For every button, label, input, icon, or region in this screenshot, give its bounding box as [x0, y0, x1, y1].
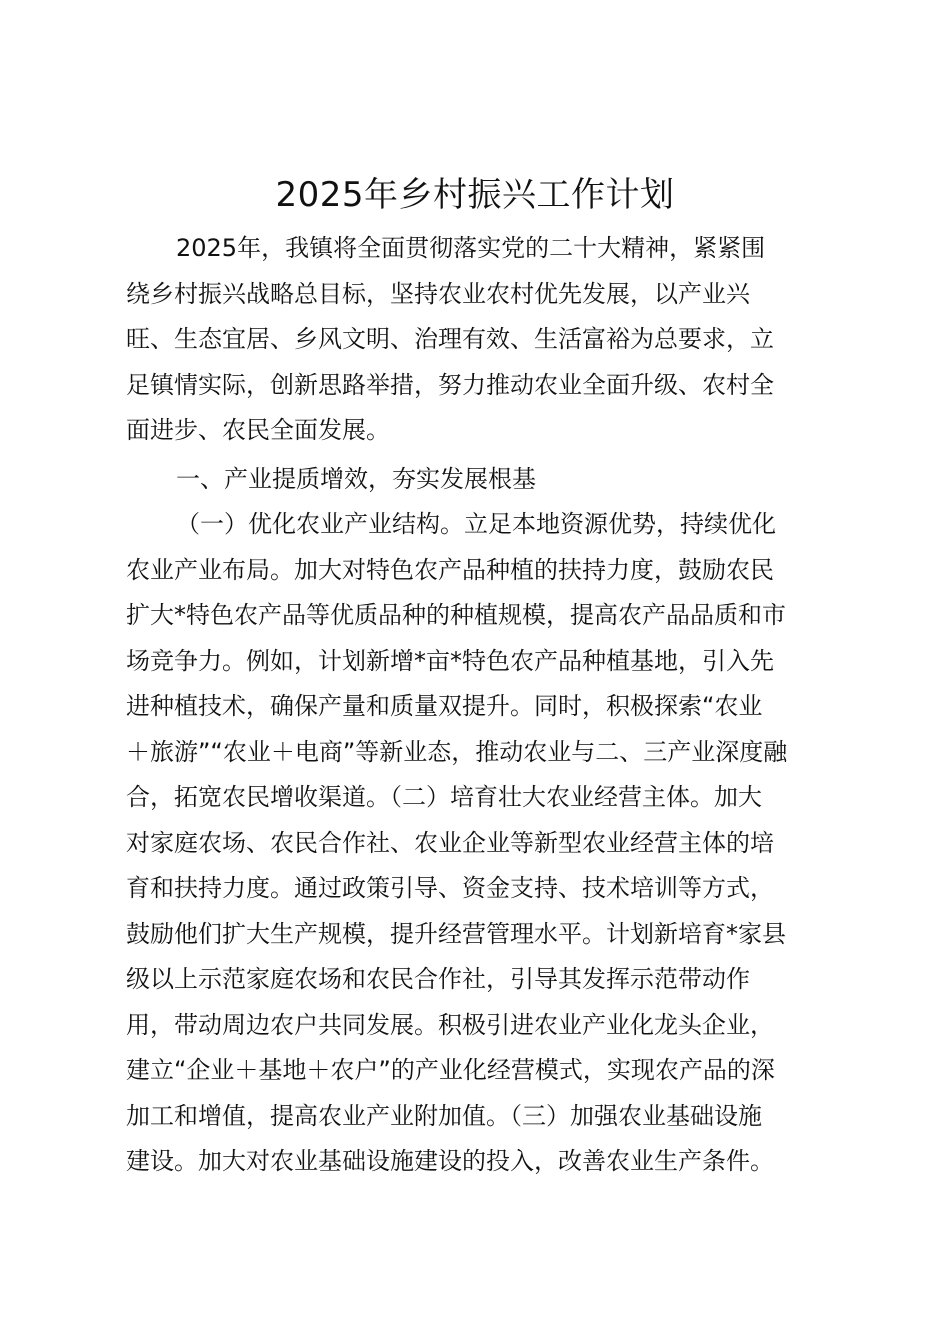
section-heading: 一、产业提质增效，夯实发展根基: [176, 464, 536, 493]
intro-paragraph: [126, 226, 832, 454]
paragraph-line: 加工和增值，提高农业产业附加值。（三）加强农业基础设施: [126, 1101, 762, 1130]
paragraph-line: 2025年，我镇将全面贯彻落实党的二十大精神，紧紧围: [176, 234, 766, 262]
paragraph-line: 进种植技术，确保产量和质量双提升。同时，积极探索“农业: [126, 692, 763, 720]
paragraph-line: 育和扶持力度。通过政策引导、资金支持、技术培训等方式，: [126, 874, 774, 902]
document-body: [126, 226, 832, 1185]
paragraph-line: 旺、生态宜居、乡风文明、治理有效、生活富裕为总要求，立: [126, 325, 774, 353]
paragraph-line: 农业产业布局。加大对特色农产品种植的扶持力度，鼓励农民: [126, 555, 774, 584]
paragraph-line: 对家庭农场、农民合作社、农业企业等新型农业经营主体的培: [126, 828, 774, 857]
paragraph-line: 面进步、农民全面发展。: [126, 416, 390, 444]
section-paragraph: [126, 502, 832, 1185]
paragraph-line: （一）优化农业产业结构。立足本地资源优势，持续优化: [176, 510, 776, 538]
paragraph-line: 绕乡村振兴战略总目标，坚持农业农村优先发展，以产业兴: [126, 279, 750, 308]
paragraph-line: 鼓励他们扩大生产规模，提升经营管理水平。计划新培育*家县: [126, 919, 786, 948]
paragraph-line: 建设。加大对农业基础设施建设的投入，改善农业生产条件。: [126, 1147, 774, 1175]
paragraph-line: ＋旅游”“农业＋电商”等新业态，推动农业与二、三产业深度融: [126, 737, 788, 766]
paragraph-line: 用，带动周边农户共同发展。积极引进农业产业化龙头企业，: [126, 1010, 774, 1039]
paragraph-line: 级以上示范家庭农场和农民合作社，引导其发挥示范带动作: [126, 965, 750, 993]
paragraph-line: 足镇情实际，创新思路举措，努力推动农业全面升级、农村全: [126, 370, 774, 399]
paragraph-line: 建立“企业＋基地＋农户”的产业化经营模式，实现农产品的深: [126, 1056, 775, 1084]
paragraph-line: 扩大*特色农产品等优质品种的种植规模，提高农产品品质和市: [126, 601, 786, 629]
paragraph-line: 场竞争力。例如，计划新增*亩*特色农产品种植基地，引入先: [126, 646, 774, 675]
document-title: 2025年乡村振兴工作计划: [275, 175, 675, 215]
paragraph-line: 合，拓宽农民增收渠道。（二）培育壮大农业经营主体。加大: [126, 783, 762, 811]
